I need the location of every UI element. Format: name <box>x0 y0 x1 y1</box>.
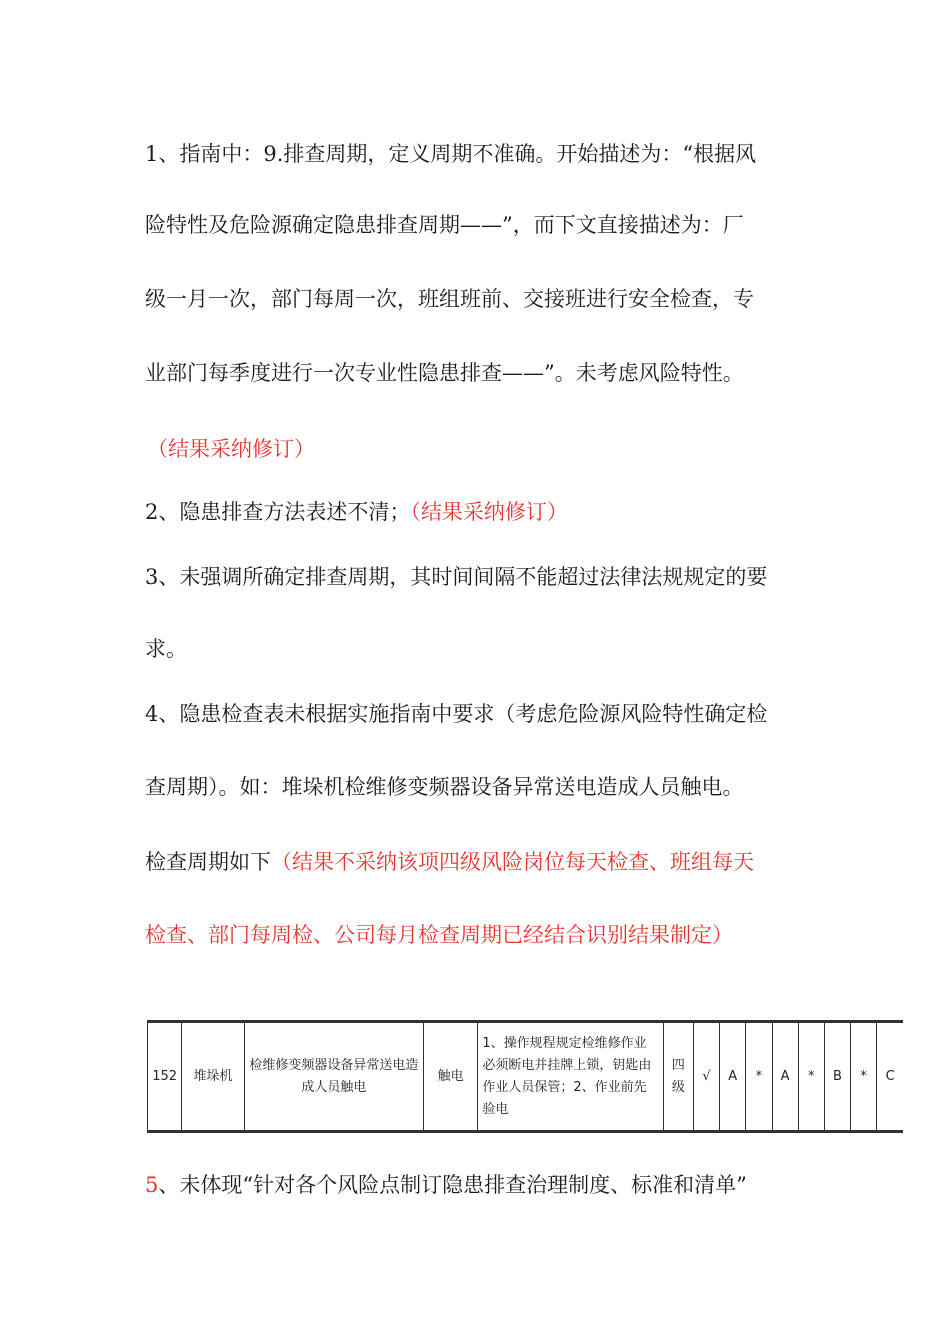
cell-check-6: B <box>824 1022 850 1132</box>
paragraph-3-line-2: 求。 <box>145 637 187 661</box>
cell-check-8: C <box>877 1022 903 1132</box>
paragraph-4-line-1: 4、隐患检查表未根据实施指南中要求（考虑危险源风险特性确定检 <box>145 702 768 726</box>
paragraph-4-line-3-result: （结果不采纳该项四级风险岗位每天检查、班组每天 <box>271 850 754 874</box>
cell-check-5: * <box>798 1022 824 1132</box>
table-row <box>148 1022 904 1132</box>
cell-check-7: * <box>851 1022 877 1132</box>
cell-check-4: A <box>772 1022 798 1132</box>
cell-no: 152 <box>148 1022 182 1132</box>
paragraph-4-line-3-text: 检查周期如下 <box>145 850 271 874</box>
paragraph-5-number: 5 <box>145 1173 159 1197</box>
cell-check-1: √ <box>693 1022 719 1132</box>
paragraph-1-line-4: 业部门每季度进行一次专业性隐患排查——”。未考虑风险特性。 <box>145 361 744 385</box>
cell-measures: 1、操作规程规定检维修作业必须断电并挂牌上锁，钥匙由作业人员保管；2、作业前先验电 <box>478 1022 663 1132</box>
paragraph-3-line-1: 3、未强调所确定排查周期，其时间间隔不能超过法律法规规定的要 <box>145 565 768 589</box>
paragraph-1-line-1: 1、指南中：9.排查周期，定义周期不准确。开始描述为：“根据风 <box>145 142 757 166</box>
cell-level: 四级 <box>663 1022 693 1132</box>
paragraph-4-line-4-result: 检查、部门每周检、公司每月检查周期已经结合识别结果制定） <box>145 923 733 947</box>
hazard-check-table <box>147 1020 903 1133</box>
cell-equipment: 堆垛机 <box>182 1022 244 1132</box>
paragraph-2-result: （结果采纳修订） <box>410 500 568 524</box>
paragraph-5-text: 、未体现“针对各个风险点制订隐患排查治理制度、标准和清单” <box>158 1173 747 1197</box>
paragraph-1-result: （结果采纳修订） <box>147 437 315 461</box>
paragraph-1-line-2: 险特性及危险源确定隐患排查周期——”，而下文直接描述为：厂 <box>145 213 744 237</box>
cell-check-2: A <box>720 1022 746 1132</box>
paragraph-5 <box>145 1170 747 1200</box>
cell-hazard: 检维修变频器设备异常送电造成人员触电 <box>244 1022 423 1132</box>
paragraph-2-text: 2、隐患排查方法表述不清； <box>145 500 411 524</box>
cell-check-3: * <box>746 1022 772 1132</box>
cell-risk-type: 触电 <box>423 1022 477 1132</box>
paragraph-1-line-3: 级一月一次，部门每周一次，班组班前、交接班进行安全检查，专 <box>145 287 754 311</box>
paragraph-4-line-3 <box>145 847 754 877</box>
paragraph-4-line-2: 查周期）。如：堆垛机检维修变频器设备异常送电造成人员触电。 <box>145 775 744 799</box>
paragraph-2 <box>145 497 568 527</box>
